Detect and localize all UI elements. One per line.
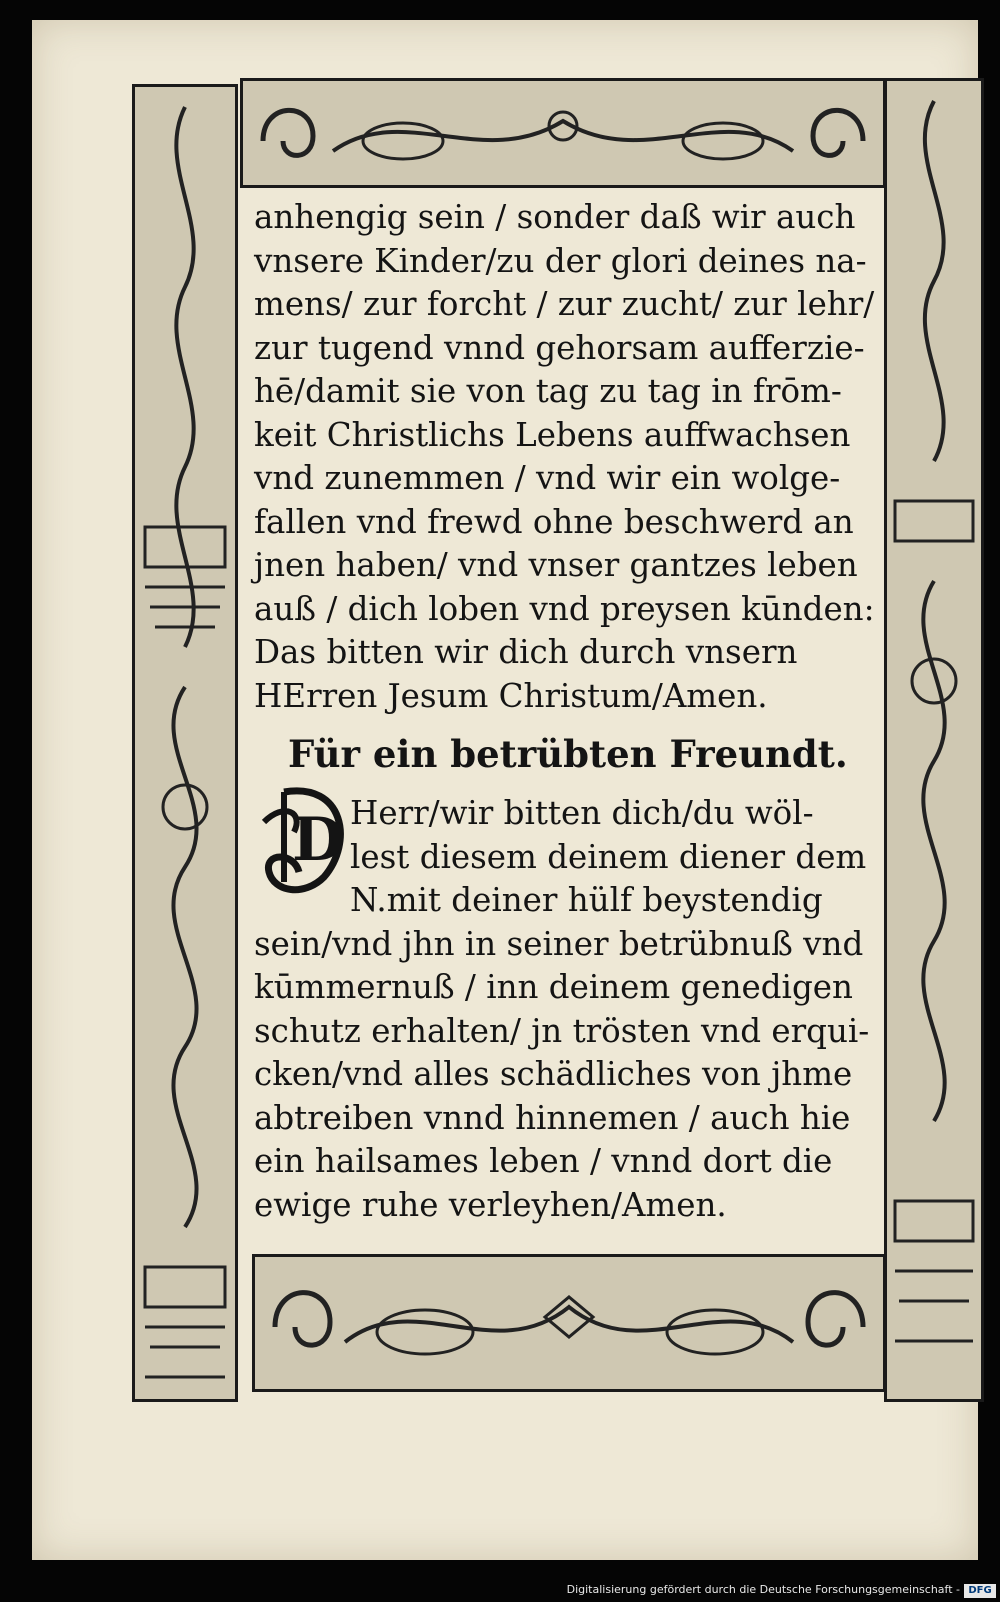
text-line: N.mit deiner hülf beystendig [350,881,823,919]
digitization-credit: Digitalisierung gefördert durch die Deutsche Forschungsgemeinschaft - [566,1583,960,1596]
right-woodcut-border [884,78,984,1402]
text-line: mens/ zur forcht / zur zucht/ zur lehr/ [254,285,875,323]
text-line: vnsere Kinder/zu der glori deines na- [254,241,867,280]
text-line: hē/damit sie von tag zu tag in frōm- [254,372,842,410]
dfg-logo: DFG [964,1584,996,1598]
left-woodcut-border [132,84,238,1402]
text-line: fallen vnd frewd ohne beschwerd an [254,502,854,541]
text-line: jnen haben/ vnd vnser gantzes leben [254,546,858,584]
text-line: HErren Jesum Christum/Amen. [254,676,768,715]
text-line: zur tugend vnnd gehorsam aufferzie- [254,328,865,367]
text-line: cken/vnd alles schädliches von jhme [254,1055,853,1093]
text-line: ein hailsames leben / vnnd dort die [254,1142,833,1180]
text-line: sein/vnd jhn in seiner betrübnuß vnd [254,924,864,963]
text-line: auß / dich loben vnd preysen kūnden: [254,589,875,628]
initial-letter: D [292,805,345,875]
section-body [254,792,872,1227]
text-line: schutz erhalten/ jn trösten vnd erqui- [254,1011,870,1050]
prayer-text [254,196,875,718]
section-heading: Für ein betrübten Freundt. [288,732,848,776]
text-line: keit Christlichs Lebens auffwachsen [254,415,851,454]
text-line: lest diesem deinem diener dem [350,837,867,876]
text-line: Das bitten wir dich durch vnsern [254,633,798,671]
text-line: ewige ruhe verleyhen/Amen. [254,1185,727,1224]
text-line: abtreiben vnnd hinnemen / auch hie [254,1098,851,1137]
text-line: vnd zunemmen / vnd wir ein wolge- [254,459,841,497]
text-line: kūmmernuß / inn deinem genedigen [254,968,853,1006]
bottom-woodcut-border [252,1254,886,1392]
text-line: Herr/wir bitten dich/du wöl- [350,794,814,832]
top-woodcut-border [240,78,886,188]
text-line: anhengig sein / sonder daß wir auch [254,198,856,236]
